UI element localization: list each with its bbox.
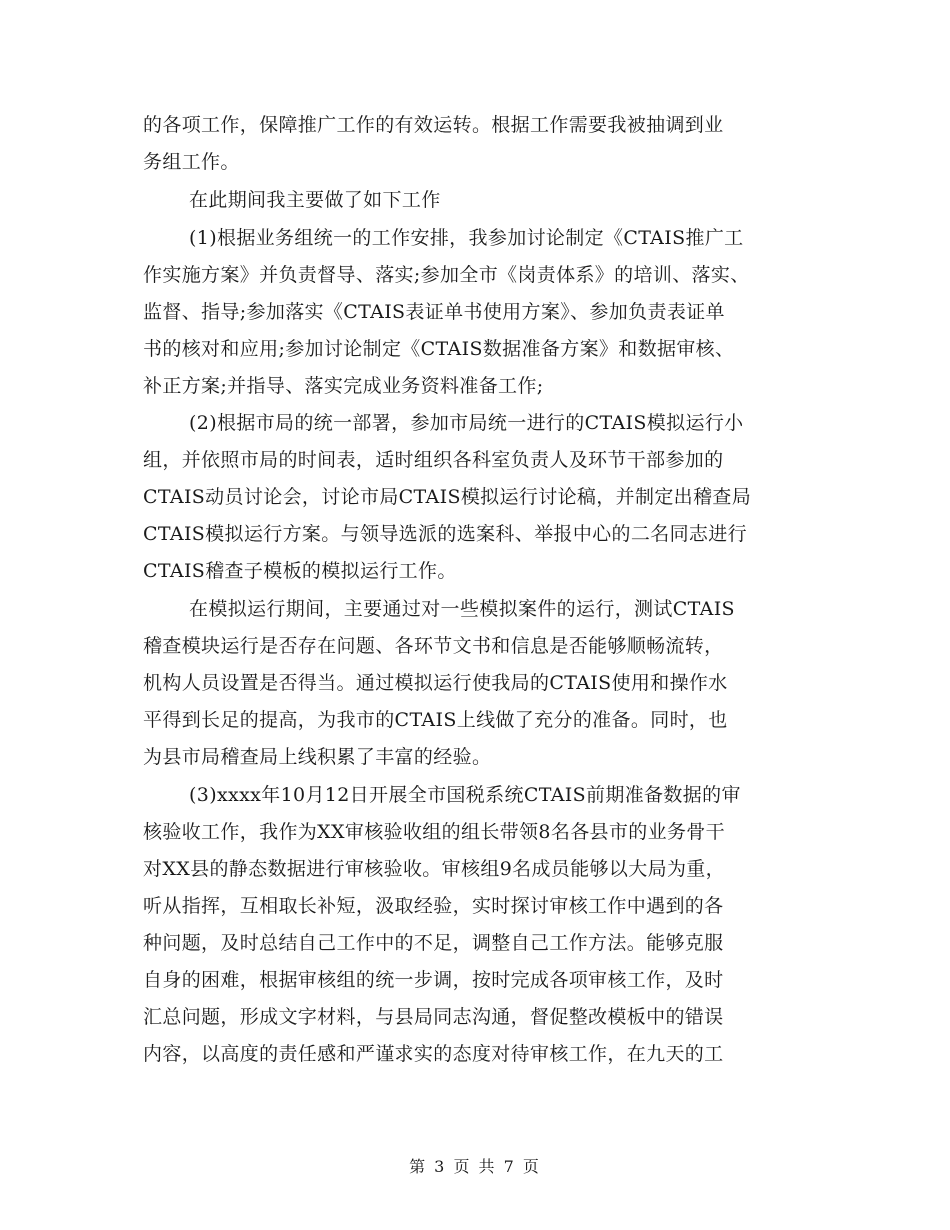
text-line: 作实施方案》并负责督导、落实;参加全市《岗责体系》的培训、落实、 <box>143 264 750 286</box>
page-number-footer: 第 3 页 共 7 页 <box>409 1157 541 1176</box>
text-line: (3)xxxx年10月12日开展全市国税系统CTAIS前期准备数据的审 <box>189 784 741 806</box>
text-line: 汇总问题，形成文字材料，与县局同志沟通，督促整改模板中的错误 <box>143 1006 724 1028</box>
text-line: 听从指挥，互相取长补短，汲取经验，实时探讨审核工作中遇到的各 <box>143 895 724 917</box>
text-line: 为县市局稽查局上线积累了丰富的经验。 <box>143 746 492 768</box>
text-line: 在模拟运行期间，主要通过对一些模拟案件的运行，测试CTAIS <box>189 598 735 620</box>
text-line: 对XX县的静态数据进行审核验收。审核组9名成员能够以大局为重， <box>143 858 725 880</box>
text-line: 组，并依照市局的时间表，适时组织各科室负责人及环节干部参加的 <box>143 449 724 471</box>
text-line: 核验收工作，我作为XX审核验收组的组长带领8名各县市的业务骨干 <box>143 821 725 843</box>
text-line: 务组工作。 <box>143 151 240 173</box>
text-line: (2)根据市局的统一部署，参加市局统一进行的CTAIS模拟运行小 <box>189 412 744 434</box>
text-line: 种问题，及时总结自己工作中的不足，调整自己工作方法。能够克服 <box>143 932 724 954</box>
text-line: 在此期间我主要做了如下工作 <box>189 189 441 211</box>
text-line: CTAIS稽查子模板的模拟运行工作。 <box>143 560 457 582</box>
text-line: CTAIS模拟运行方案。与领导选派的选案科、举报中心的二名同志进行 <box>143 523 747 545</box>
text-line: 监督、指导;参加落实《CTAIS表证单书使用方案》、参加负责表证单 <box>143 301 725 323</box>
text-line: 自身的困难，根据审核组的统一步调，按时完成各项审核工作，及时 <box>143 969 724 991</box>
text-line: CTAIS动员讨论会，讨论市局CTAIS模拟运行讨论稿，并制定出稽查局 <box>143 486 752 508</box>
text-line: 书的核对和应用;参加讨论制定《CTAIS数据准备方案》和数据审核、 <box>143 338 735 360</box>
text-line: (1)根据业务组统一的工作安排，我参加讨论制定《CTAIS推广工 <box>189 227 744 249</box>
text-line: 补正方案;并指导、落实完成业务资料准备工作; <box>143 375 544 397</box>
text-line: 平得到长足的提高，为我市的CTAIS上线做了充分的准备。同时，也 <box>143 709 728 731</box>
text-line: 稽查模块运行是否存在问题、各环节文书和信息是否能够顺畅流转， <box>143 635 724 657</box>
text-line: 内容，以高度的责任感和严谨求实的态度对待审核工作，在九天的工 <box>143 1043 724 1065</box>
text-line: 机构人员设置是否得当。通过模拟运行使我局的CTAIS使用和操作水 <box>143 672 728 694</box>
text-line: 的各项工作，保障推广工作的有效运转。根据工作需要我被抽调到业 <box>143 114 724 136</box>
